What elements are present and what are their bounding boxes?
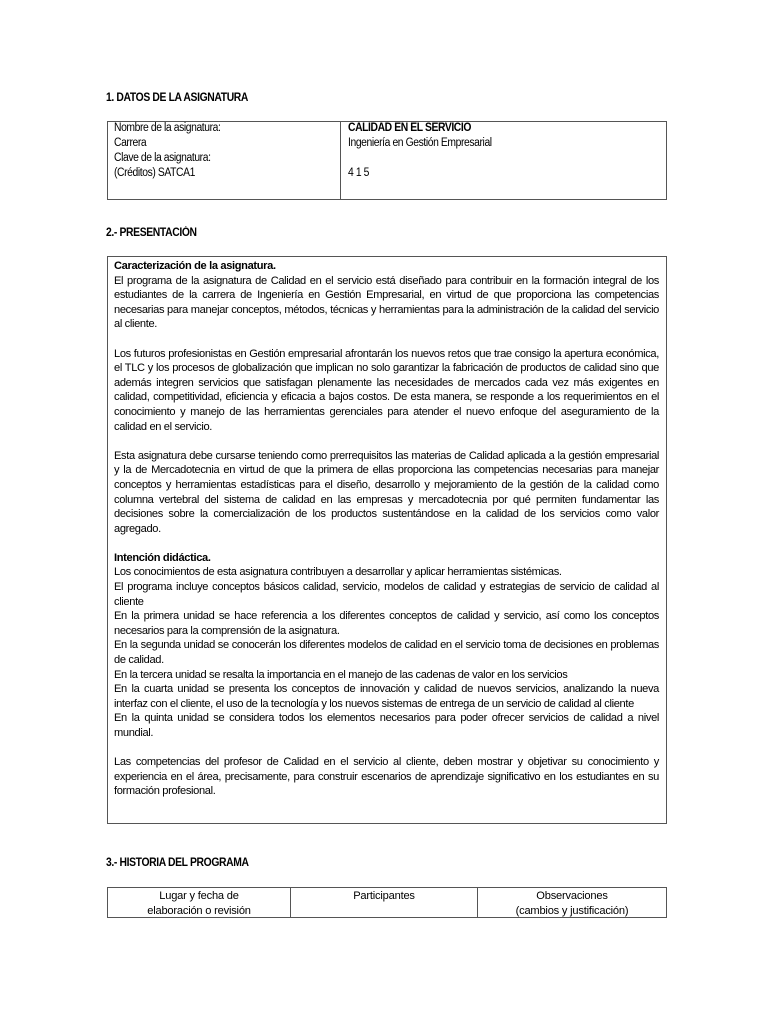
intencion-line: El programa incluye conceptos básicos calidad, servicio, modelos de calidad y estrategias de servicio de calidad al cliente [114, 581, 659, 608]
datos-asignatura-table [107, 121, 667, 200]
intencion-title: Intención didáctica. [114, 551, 211, 564]
header-observaciones-line: Observaciones [536, 890, 608, 902]
section-heading-datos: 1. DATOS DE LA ASIGNATURA [106, 92, 249, 104]
caracterizacion-title: Caracterización de la asignatura. [114, 260, 276, 272]
caracterizacion-paragraph: Los futuros profesionistas en Gestión empresarial afrontarán los nuevos retos que trae consigo la apertura económica, el TLC y los procesos de globalización que implican no solo garantizar la fabricación de productos de calidad sino que además integren servicios que satisfagan plenamente las necesidades de mercados cada vez más exigentes en calidad, competitividad, eficiencia y eficacia a bajos costos. De esta manera, se responde a los requerimientos en el conocimiento y manejo de las herramientas gerenciales para atender el nuevo enfoque del aseguramiento de la calidad en el servicio. [114, 347, 659, 433]
value-carrera: Ingeniería en Gestión Empresarial [348, 137, 492, 149]
intencion-line: En la primera unidad se hace referencia a los diferentes conceptos de calidad y servicio, así como los conceptos necesarios para la comprensión de la asignatura. [114, 610, 659, 637]
label-carrera: Carrera [114, 137, 147, 149]
header-observaciones [478, 888, 666, 917]
presentacion-content [114, 259, 659, 799]
header-lugar-fecha [108, 888, 291, 917]
section-heading-presentacion: 2.- PRESENTACIÓN [106, 227, 197, 239]
header-lugar-line: Lugar y fecha de [159, 890, 239, 902]
value-creditos: 4 1 5 [348, 167, 369, 179]
header-lugar-line: elaboración o revisión [147, 904, 251, 917]
label-nombre: Nombre de la asignatura: [114, 122, 221, 134]
historia-table [107, 887, 667, 918]
label-creditos: (Créditos) SATCA1 [114, 167, 195, 179]
caracterizacion-paragraph: Esta asignatura debe cursarse teniendo como prerrequisitos las materias de Calidad aplicada a la gestión empresarial y la de Mercadotecnia en virtud de que la primera de ellas proporciona las competencias necesarias para manejar conceptos y herramientas estadísticas para el diseño, desarrollo y mejoramiento de la gestión de la calidad como columna vertebral del sistema de calidad en las empresas y mercadotecnia por qué permiten fundamentar las decisiones sobre la comercialización de los productos sustentándose en la calidad de los servicios como valor agregado. [114, 449, 659, 535]
section-heading-historia: 3.- HISTORIA DEL PROGRAMA [106, 857, 249, 869]
intencion-line: En la cuarta unidad se presenta los conceptos de innovación y calidad de nuevos servicios, analizando la nueva interfaz con el cliente, el uso de la tecnología y los nuevos sistemas de entrega de un servicio de calidad al cliente [114, 683, 659, 710]
intencion-line: En la segunda unidad se conocerán los diferentes modelos de calidad en el servicio toma de decisiones en problemas de calidad. [114, 639, 659, 667]
caracterizacion-paragraph: El programa de la asignatura de Calidad en el servicio está diseñado para contribuir en la formación integral de los estudiantes de la carrera de Ingeniería en Gestión Empresarial, en virtud de que proporciona las competencias necesarias para manejar conceptos, métodos, técnicas y herramientas para la administración de la calidad del servicio al cliente. [114, 274, 659, 331]
header-participantes [291, 888, 478, 917]
closing-paragraph: Las competencias del profesor de Calidad en el servicio al cliente, deben mostrar y objetivar su conocimiento y experiencia en el área, precisamente, para construir escenarios de aprendizaje significativo en los estudiantes en su formación profesional. [114, 756, 659, 798]
header-observaciones-line: (cambios y justificación) [515, 904, 629, 917]
intencion-line: Los conocimientos de esta asignatura contribuyen a desarrollar y aplicar herramientas sistémicas. [114, 566, 562, 579]
value-nombre: CALIDAD EN EL SERVICIO [348, 122, 471, 134]
header-participantes-line: Participantes [353, 890, 415, 902]
presentacion-box [107, 256, 667, 824]
intencion-line: En la quinta unidad se considera todos los elementos necesarios para poder ofrecer servicios de calidad a nivel mundial. [114, 712, 659, 739]
intencion-line: En la tercera unidad se resalta la importancia en el manejo de las cadenas de valor en los servicios [114, 668, 568, 681]
label-clave: Clave de la asignatura: [114, 152, 211, 164]
